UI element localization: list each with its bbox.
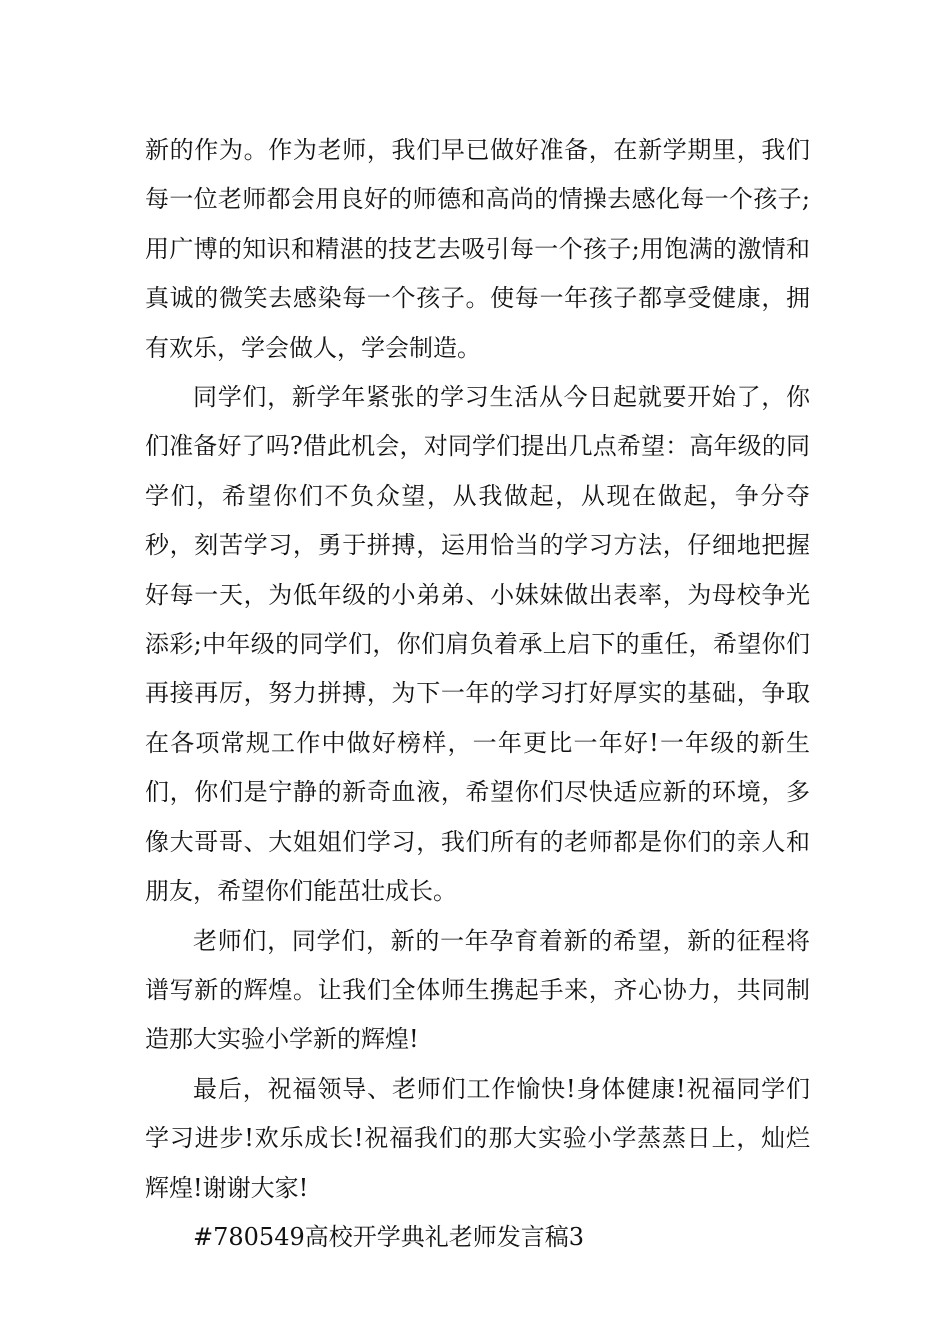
document-body: [145, 126, 810, 1262]
paragraph-closing: 最后，祝福领导、老师们工作愉快!身体健康!祝福同学们学习进步!欢乐成长!祝福我们的那大实验小学蒸蒸日上，灿烂辉煌!谢谢大家!: [145, 1074, 810, 1202]
paragraph-continuation: 新的作为。作为老师，我们早已做好准备，在新学期里，我们每一位老师都会用良好的师德和高尚的情操去感化每一个孩子;用广博的知识和精湛的技艺去吸引每一个孩子;用饱满的激情和真诚的微笑去感染每一个孩子。使每一年孩子都享受健康，拥有欢乐，学会做人，学会制造。: [145, 136, 810, 362]
paragraph-teachers-students: 老师们，同学们，新的一年孕育着新的希望，新的征程将谱写新的辉煌。让我们全体师生携起手来，齐心协力，共同制造那大实验小学新的辉煌!: [145, 926, 810, 1054]
next-section-heading: #780549高校开学典礼老师发言稿3: [193, 1222, 584, 1251]
paragraph-students: 同学们，新学年紧张的学习生活从今日起就要开始了，你们准备好了吗?借此机会，对同学们提出几点希望：高年级的同学们，希望你们不负众望，从我做起，从现在做起，争分夺秒，刻苦学习，勇于拼搏，运用恰当的学习方法，仔细地把握好每一天，为低年级的小弟弟、小妹妹做出表率，为母校争光添彩;中年级的同学们，你们肩负着承上启下的重任，希望你们再接再厉，努力拼搏，为下一年的学习打好厚实的基础，争取在各项常规工作中做好榜样，一年更比一年好!一年级的新生们，你们是宁静的新奇血液，希望你们尽快适应新的环境，多像大哥哥、大姐姐们学习，我们所有的老师都是你们的亲人和朋友，希望你们能茁壮成长。: [145, 383, 810, 906]
